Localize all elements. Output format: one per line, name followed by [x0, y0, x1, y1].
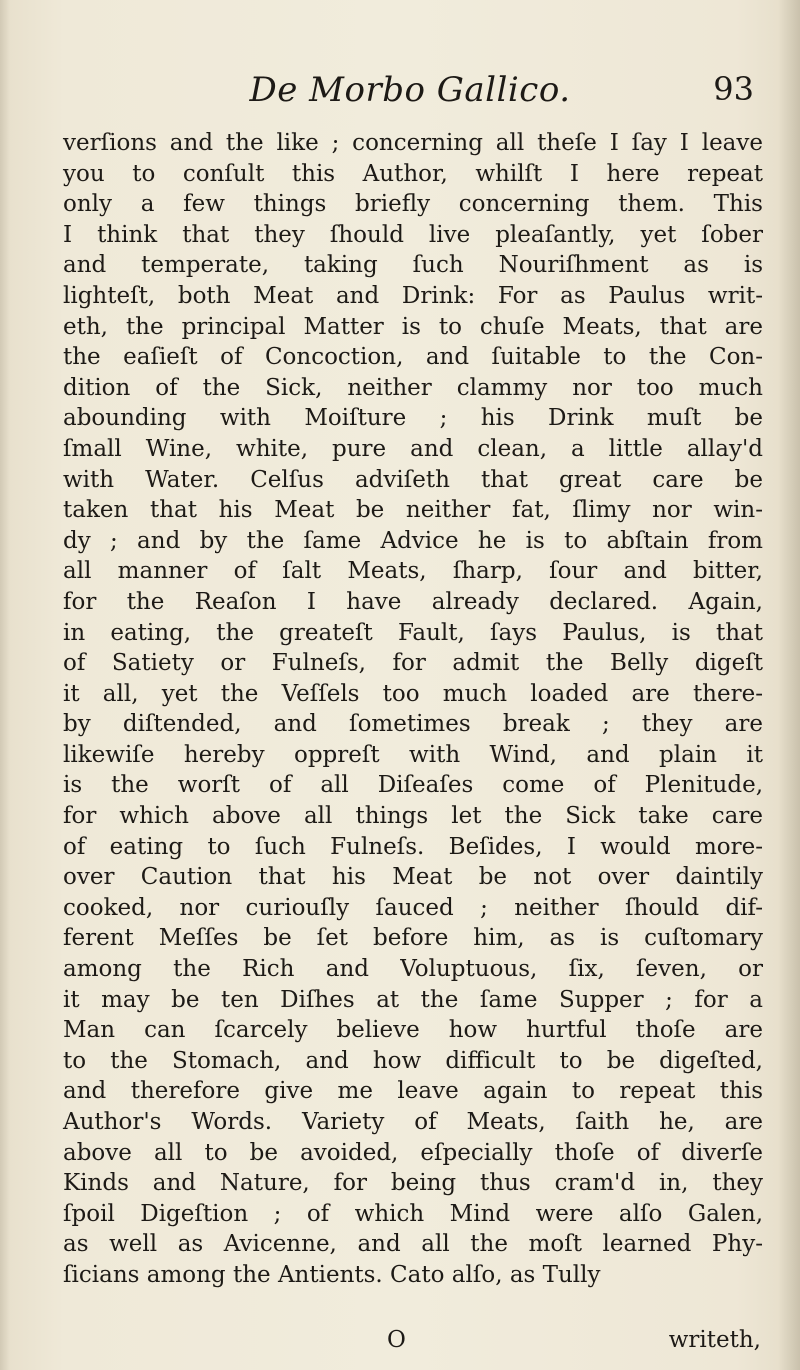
body-text [63, 128, 763, 1291]
running-title: De Morbo Gallico. [249, 70, 571, 110]
text-line: in eating, the greateſt Fault, ſays Paulus, is that [63, 619, 763, 646]
text-line: the eaſieſt of Concoction, and ſuitable to the Con- [63, 344, 763, 371]
text-line: only a few things briefly concerning them. This [63, 191, 763, 218]
text-line: for which above all things let the Sick take care [63, 803, 763, 830]
gutter-shadow [0, 0, 10, 1370]
text-line: of Satiety or Fulneſs, for admit the Belly digeſt [63, 650, 763, 677]
text-line: I think that they ſhould live pleaſantly, yet ſober [63, 221, 763, 248]
text-line: among the Rich and Voluptuous, ſix, ſeven, or [63, 956, 763, 983]
page-edge-shadow [778, 0, 800, 1370]
text-line: above all to be avoided, eſpecially thoſe of diverſe [63, 1139, 763, 1166]
text-line: Man can ſcarcely believe how hurtful thoſe are [63, 1017, 763, 1044]
page-header [60, 70, 760, 120]
text-line: for the Reaſon I have already declared. Again, [63, 588, 763, 615]
text-line: ſpoil Digeſtion ; of which Mind were alſo Galen, [63, 1200, 763, 1227]
text-line: Author's Words. Variety of Meats, ſaith he, are [63, 1109, 763, 1135]
text-line: cooked, nor curiouſly ſauced ; neither ſhould dif- [63, 894, 763, 921]
text-line: dy ; and by the ſame Advice he is to abſtain from [63, 527, 763, 554]
text-line: verſions and the like ; concerning all theſe I ſay I leave [63, 130, 763, 156]
text-line: lighteſt, both Meat and Drink: For as Paulus writ- [63, 282, 763, 309]
signature-mark: O [387, 1327, 406, 1353]
text-line: and temperate, taking ſuch Nouriſhment as is [63, 252, 763, 279]
text-line: and therefore give me leave again to repeat this [63, 1078, 763, 1105]
text-line: by diſtended, and ſometimes break ; they are [63, 711, 763, 738]
text-line: with Water. Celſus adviſeth that great care be [63, 466, 763, 493]
text-line: all manner of ſalt Meats, ſharp, ſour and bitter, [63, 558, 763, 585]
text-line: to the Stomach, and how difficult to be digeſted, [63, 1047, 763, 1074]
text-line: abounding with Moiſture ; his Drink muſt be [63, 405, 763, 432]
text-line: it may be ten Diſhes at the ſame Supper ; for a [63, 986, 763, 1013]
page-footer [63, 1327, 763, 1359]
text-line: dition of the Sick, neither clammy nor too much [63, 374, 763, 401]
text-line: taken that his Meat be neither fat, ſlimy nor win- [63, 497, 763, 524]
catchword: writeth, [668, 1327, 761, 1353]
text-line: ſicians among the Antients. Cato alſo, as Tully [63, 1261, 601, 1288]
text-line: is the worſt of all Diſeaſes come of Plenitude, [63, 772, 763, 799]
text-line: you to conſult this Author, whilſt I here repeat [63, 160, 763, 187]
page-number: 93 [713, 70, 754, 108]
text-line: eth, the principal Matter is to chuſe Meats, that are [63, 313, 763, 340]
text-line: Kinds and Nature, for being thus cram'd in, they [63, 1170, 763, 1197]
text-line: it all, yet the Veſſels too much loaded are there- [63, 680, 763, 707]
text-line: ſmall Wine, white, pure and clean, a little allay'd [63, 435, 763, 462]
text-line: of eating to ſuch Fulneſs. Beſides, I would more- [63, 833, 763, 860]
text-line: likewiſe hereby oppreſt with Wind, and plain it [63, 741, 763, 768]
text-line: ferent Meſſes be ſet before him, as is cuſtomary [63, 925, 763, 952]
text-line: as well as Avicenne, and all the moſt learned Phy- [63, 1231, 763, 1258]
text-line: over Caution that his Meat be not over daintily [63, 864, 763, 891]
